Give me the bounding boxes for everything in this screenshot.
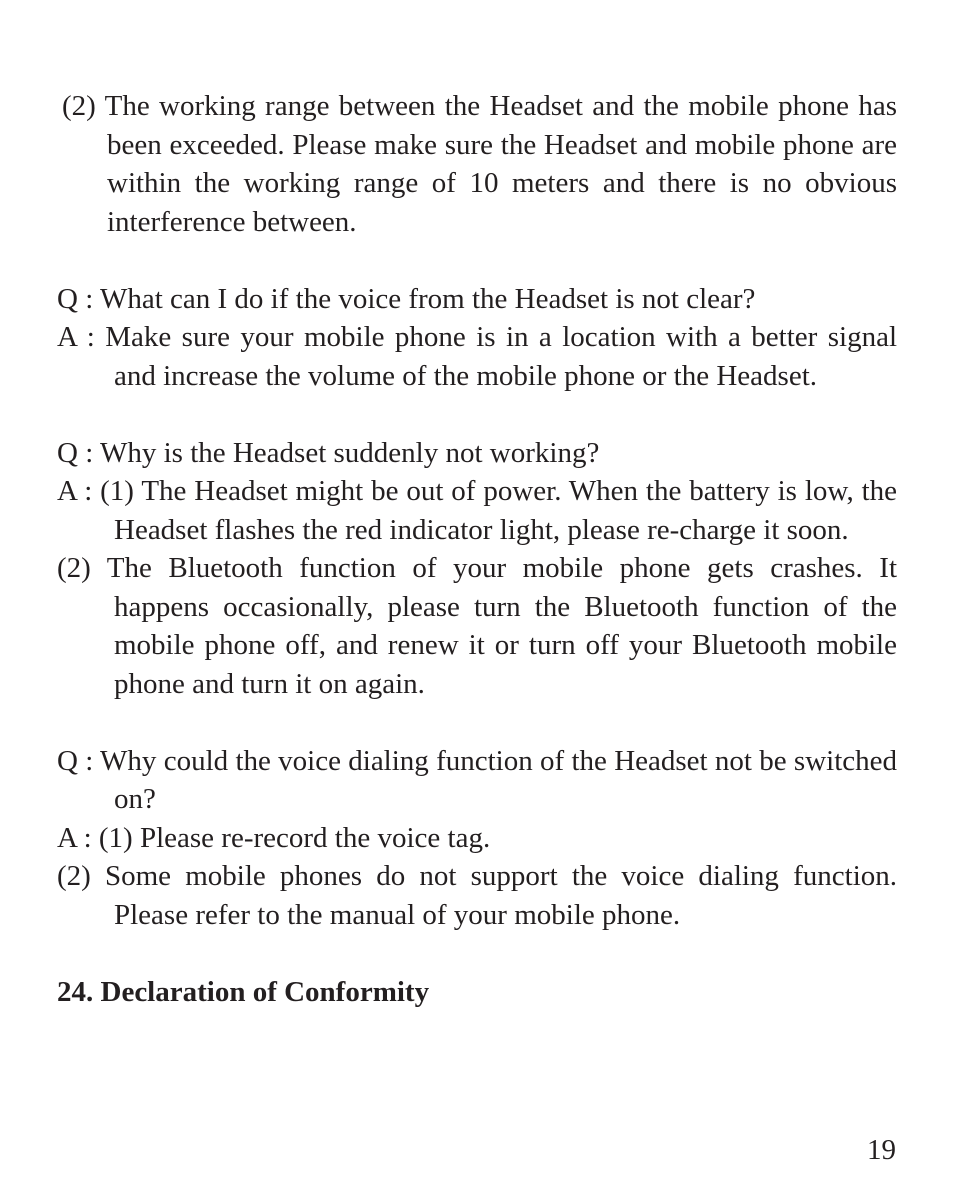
answer-voice-dialing-unsupported: (2) Some mobile phones do not support the voice dialing function. Please refer to the manual of your mobile phone. [57, 860, 897, 931]
answer-bluetooth-crashes: (2) The Bluetooth function of your mobile phone gets crashes. It happens occasionally, please turn the Bluetooth function of the mobile phone off, and renew it or turn off your Bluetooth mobile phone and turn it on again. [57, 552, 897, 700]
answer-headset-out-of-power: A : (1) The Headset might be out of power. When the battery is low, the Headset flashes the red indicator light, please re-charge it soon. [57, 475, 897, 546]
page-number: 19 [867, 1134, 896, 1166]
paragraph-gap [57, 703, 897, 742]
section-heading: 24. Declaration of Conformity [57, 975, 430, 1008]
question-headset-not-working: Q : Why is the Headset suddenly not working? [57, 436, 600, 469]
paragraph-gap [57, 395, 897, 434]
answer-rerecord-voice-tag: A : (1) Please re-record the voice tag. [57, 821, 491, 854]
question-voice-dialing: Q : Why could the voice dialing function of the Headset not be switched on? [57, 744, 897, 815]
manual-page-content [57, 87, 897, 1011]
paragraph-gap [57, 241, 897, 280]
question-voice-not-clear: Q : What can I do if the voice from the Headset is not clear? [57, 282, 756, 315]
answer-voice-not-clear: A : Make sure your mobile phone is in a location with a better signal and increase the volume of the mobile phone or the Headset. [57, 321, 897, 392]
answer-item-range-exceeded: (2) The working range between the Headset and the mobile phone has been exceeded. Please make sure the Headset and mobile phone are within the working range of 10 meters and there is no obvious interference between. [62, 90, 897, 238]
paragraph-gap [57, 934, 897, 973]
